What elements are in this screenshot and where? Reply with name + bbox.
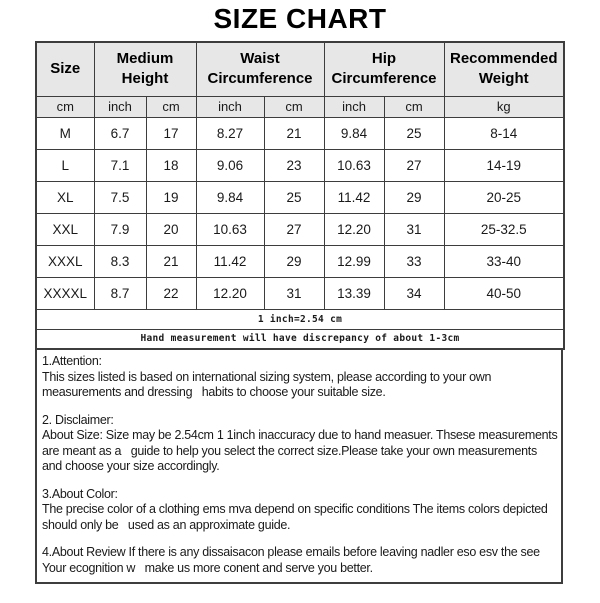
cell-size-label: XXXXL [36,277,94,309]
note-section [42,545,558,576]
cell-size-label: L [36,149,94,181]
header-hip-circumference: Hip Circumference [324,42,444,96]
cell-waist-inch: 12.20 [196,277,264,309]
cell-waist-cm: 21 [264,117,324,149]
table-row [36,277,564,309]
cell-size-label: XXL [36,213,94,245]
footnote-conversion-row [36,309,564,329]
header-units-row [36,96,564,117]
cell-weight-kg: 8-14 [444,117,564,149]
note-body: About Size: Size may be 2.54cm 1 1inch inaccuracy due to hand measuer. Thsese measurements are meant as a guide to help you select the correct size.Please take your own measurements and choose your size accordingly. [42,428,561,473]
page-title: SIZE CHART [213,3,387,34]
note-heading: 3.About Color: [42,486,118,501]
cell-weight-kg: 25-32.5 [444,213,564,245]
cell-hip-cm: 33 [384,245,444,277]
header-medium-height: Medium Height [94,42,196,96]
note-heading: 1.Attention: [42,354,102,368]
cell-hip-inch: 11.42 [324,181,384,213]
footnote-measurement: Hand measurement will have discrepancy of about 1-3cm [36,329,564,349]
cell-size-label: M [36,117,94,149]
cell-waist-inch: 9.84 [196,181,264,213]
cell-height-inch: 7.1 [94,149,146,181]
cell-hip-cm: 34 [384,277,444,309]
unit-waist-cm: cm [264,96,324,117]
header-size: Size [36,42,94,96]
note-section [42,354,558,401]
cell-height-cm: 22 [146,277,196,309]
table-body [36,117,564,309]
size-chart-table [35,41,565,350]
cell-waist-inch: 10.63 [196,213,264,245]
cell-height-cm: 20 [146,213,196,245]
footnote-conversion: 1 inch=2.54 cm [36,309,564,329]
note-section [42,487,558,534]
unit-height-inch: inch [94,96,146,117]
cell-height-inch: 7.5 [94,181,146,213]
cell-hip-inch: 12.99 [324,245,384,277]
cell-waist-cm: 31 [264,277,324,309]
cell-waist-cm: 23 [264,149,324,181]
cell-height-inch: 6.7 [94,117,146,149]
unit-hip-inch: inch [324,96,384,117]
unit-hip-cm: cm [384,96,444,117]
unit-height-cm: cm [146,96,196,117]
cell-hip-cm: 25 [384,117,444,149]
note-section [42,412,561,475]
unit-size-cm: cm [36,96,94,117]
cell-height-cm: 18 [146,149,196,181]
cell-size-label: XL [36,181,94,213]
table-row [36,181,564,213]
header-recommended-weight: Recommended Weight [444,42,564,96]
cell-height-cm: 21 [146,245,196,277]
cell-weight-kg: 20-25 [444,181,564,213]
note-body: This sizes listed is based on international sizing system, please according to your own measurements and dressing habits to choose your suitable size. [42,369,495,399]
table-row [36,213,564,245]
cell-height-inch: 7.9 [94,213,146,245]
cell-weight-kg: 14-19 [444,149,564,181]
unit-weight-kg: kg [444,96,564,117]
cell-size-label: XXXL [36,245,94,277]
cell-waist-cm: 25 [264,181,324,213]
cell-hip-cm: 29 [384,181,444,213]
header-waist-circumference: Waist Circumference [196,42,324,96]
cell-waist-cm: 29 [264,245,324,277]
cell-hip-inch: 12.20 [324,213,384,245]
cell-height-inch: 8.3 [94,245,146,277]
table-row [36,245,564,277]
cell-waist-inch: 8.27 [196,117,264,149]
table-row [36,149,564,181]
cell-hip-inch: 10.63 [324,149,384,181]
note-body: 4.About Review If there is any dissaisacon please emails before leaving nadler eso esv the see Your ecognition w make us more conent and serve you better. [42,545,543,575]
cell-hip-inch: 13.39 [324,277,384,309]
cell-height-cm: 19 [146,181,196,213]
cell-waist-inch: 9.06 [196,149,264,181]
table-footer [36,309,564,349]
notes-box [35,350,563,584]
cell-hip-cm: 27 [384,149,444,181]
unit-waist-inch: inch [196,96,264,117]
note-body: The precise color of a clothing ems mva depend on specific conditions The items colors depicted should only be used as an approximate guide. [42,502,551,532]
cell-height-inch: 8.7 [94,277,146,309]
cell-waist-cm: 27 [264,213,324,245]
cell-weight-kg: 40-50 [444,277,564,309]
table-header [36,42,564,117]
cell-hip-inch: 9.84 [324,117,384,149]
cell-height-cm: 17 [146,117,196,149]
table-row [36,117,564,149]
cell-hip-cm: 31 [384,213,444,245]
cell-weight-kg: 33-40 [444,245,564,277]
cell-waist-inch: 11.42 [196,245,264,277]
header-group-row [36,42,564,96]
note-heading: 2. Disclaimer: [42,412,114,427]
footnote-measurement-row [36,329,564,349]
